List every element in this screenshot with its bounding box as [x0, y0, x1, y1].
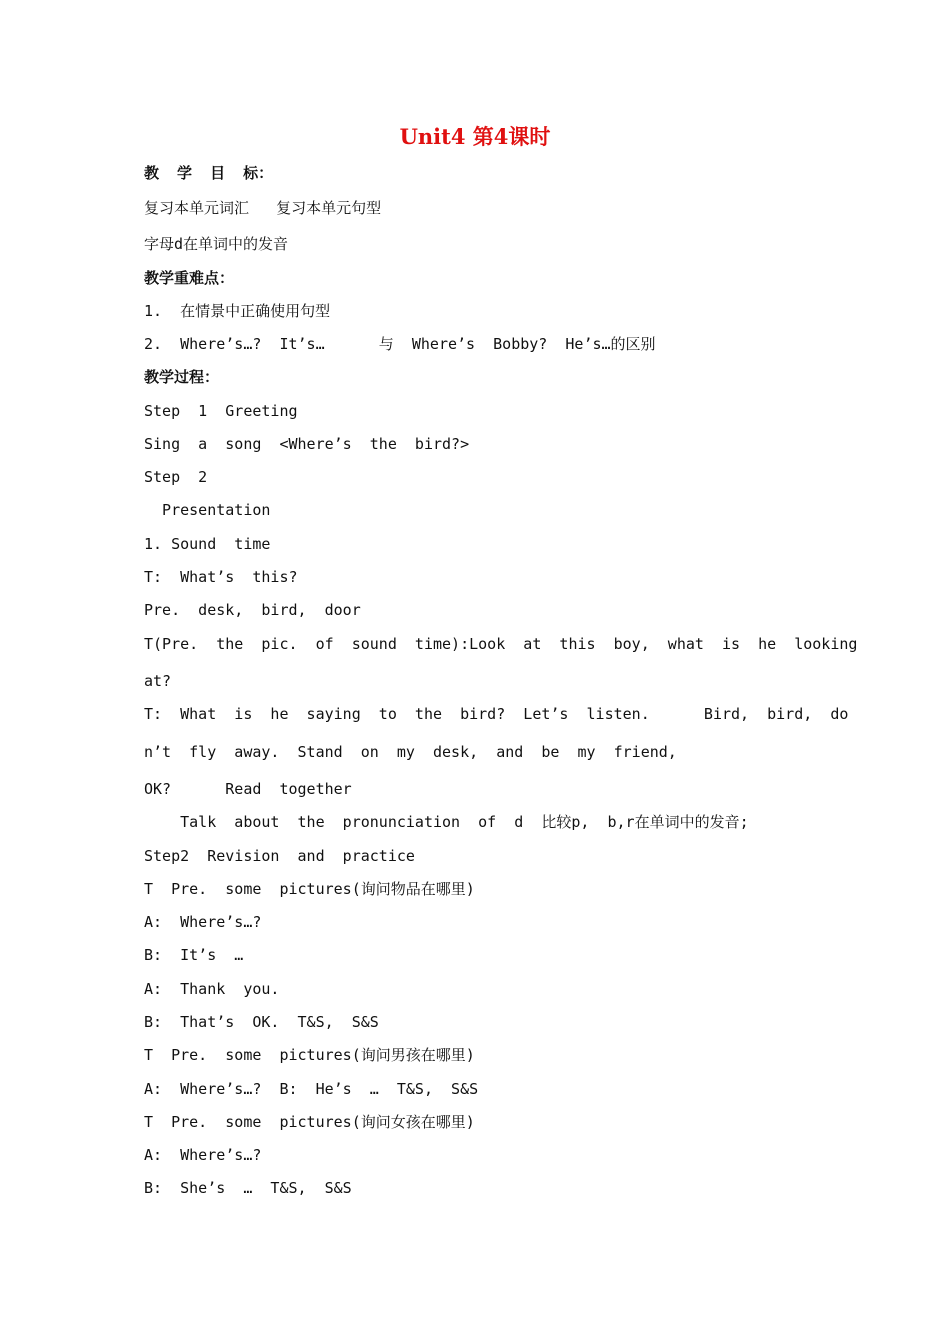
text-line: Sing a song <Where’s the bird?> [144, 435, 470, 453]
text-line: T: What’s this? [144, 568, 298, 586]
text-line: Talk about the pronunciation of d 比较p, b,r在单词中的发音; [144, 813, 749, 831]
text-line: T(Pre. the pic. of sound time):Look at this boy, what is he looking [144, 635, 858, 653]
text-line: OK? Read together [144, 780, 352, 798]
text-line: A: Thank you. [144, 980, 280, 998]
text-line: Presentation [144, 501, 271, 519]
heading-objectives: 教 学 目 标： [144, 164, 274, 182]
text-line: Step 2 [144, 468, 208, 486]
text-line: T Pre. some pictures(询问女孩在哪里) [144, 1113, 475, 1131]
text-line: 2. Where’s…? It’s… 与 Where’s Bobby? He’s…的区别 [144, 335, 656, 353]
text-line: n’t fly away. Stand on my desk, and be my friend, [144, 743, 677, 761]
text-line: at? [144, 672, 172, 690]
text-line: A: Where’s…? B: He’s … T&S, S&S [144, 1080, 479, 1098]
text-line: Step 1 Greeting [144, 402, 298, 420]
heading-key-points: 教学重难点： [144, 269, 235, 287]
heading-procedure: 教学过程： [144, 368, 220, 386]
text-line: 1. 在情景中正确使用句型 [144, 302, 331, 320]
document-title: Unit4 第4课时 [399, 124, 551, 149]
text-line: B: She’s … T&S, S&S [144, 1179, 352, 1197]
text-line: B: That’s OK. T&S, S&S [144, 1013, 379, 1031]
text-line: T: What is he saying to the bird? Let’s listen. Bird, bird, do [144, 705, 849, 723]
text-line: 复习本单元词汇 复习本单元句型 [144, 199, 382, 217]
text-line: 字母d在单词中的发音 [144, 235, 289, 253]
text-line: B: It’s … [144, 946, 244, 964]
text-line: Step2 Revision and practice [144, 847, 415, 865]
text-line: T Pre. some pictures(询问男孩在哪里) [144, 1046, 475, 1064]
text-line: 1. Sound time [144, 535, 271, 553]
text-line: A: Where’s…? [144, 913, 262, 931]
text-line: T Pre. some pictures(询问物品在哪里) [144, 880, 475, 898]
text-line: Pre. desk, bird, door [144, 601, 361, 619]
text-line: A: Where’s…? [144, 1146, 262, 1164]
